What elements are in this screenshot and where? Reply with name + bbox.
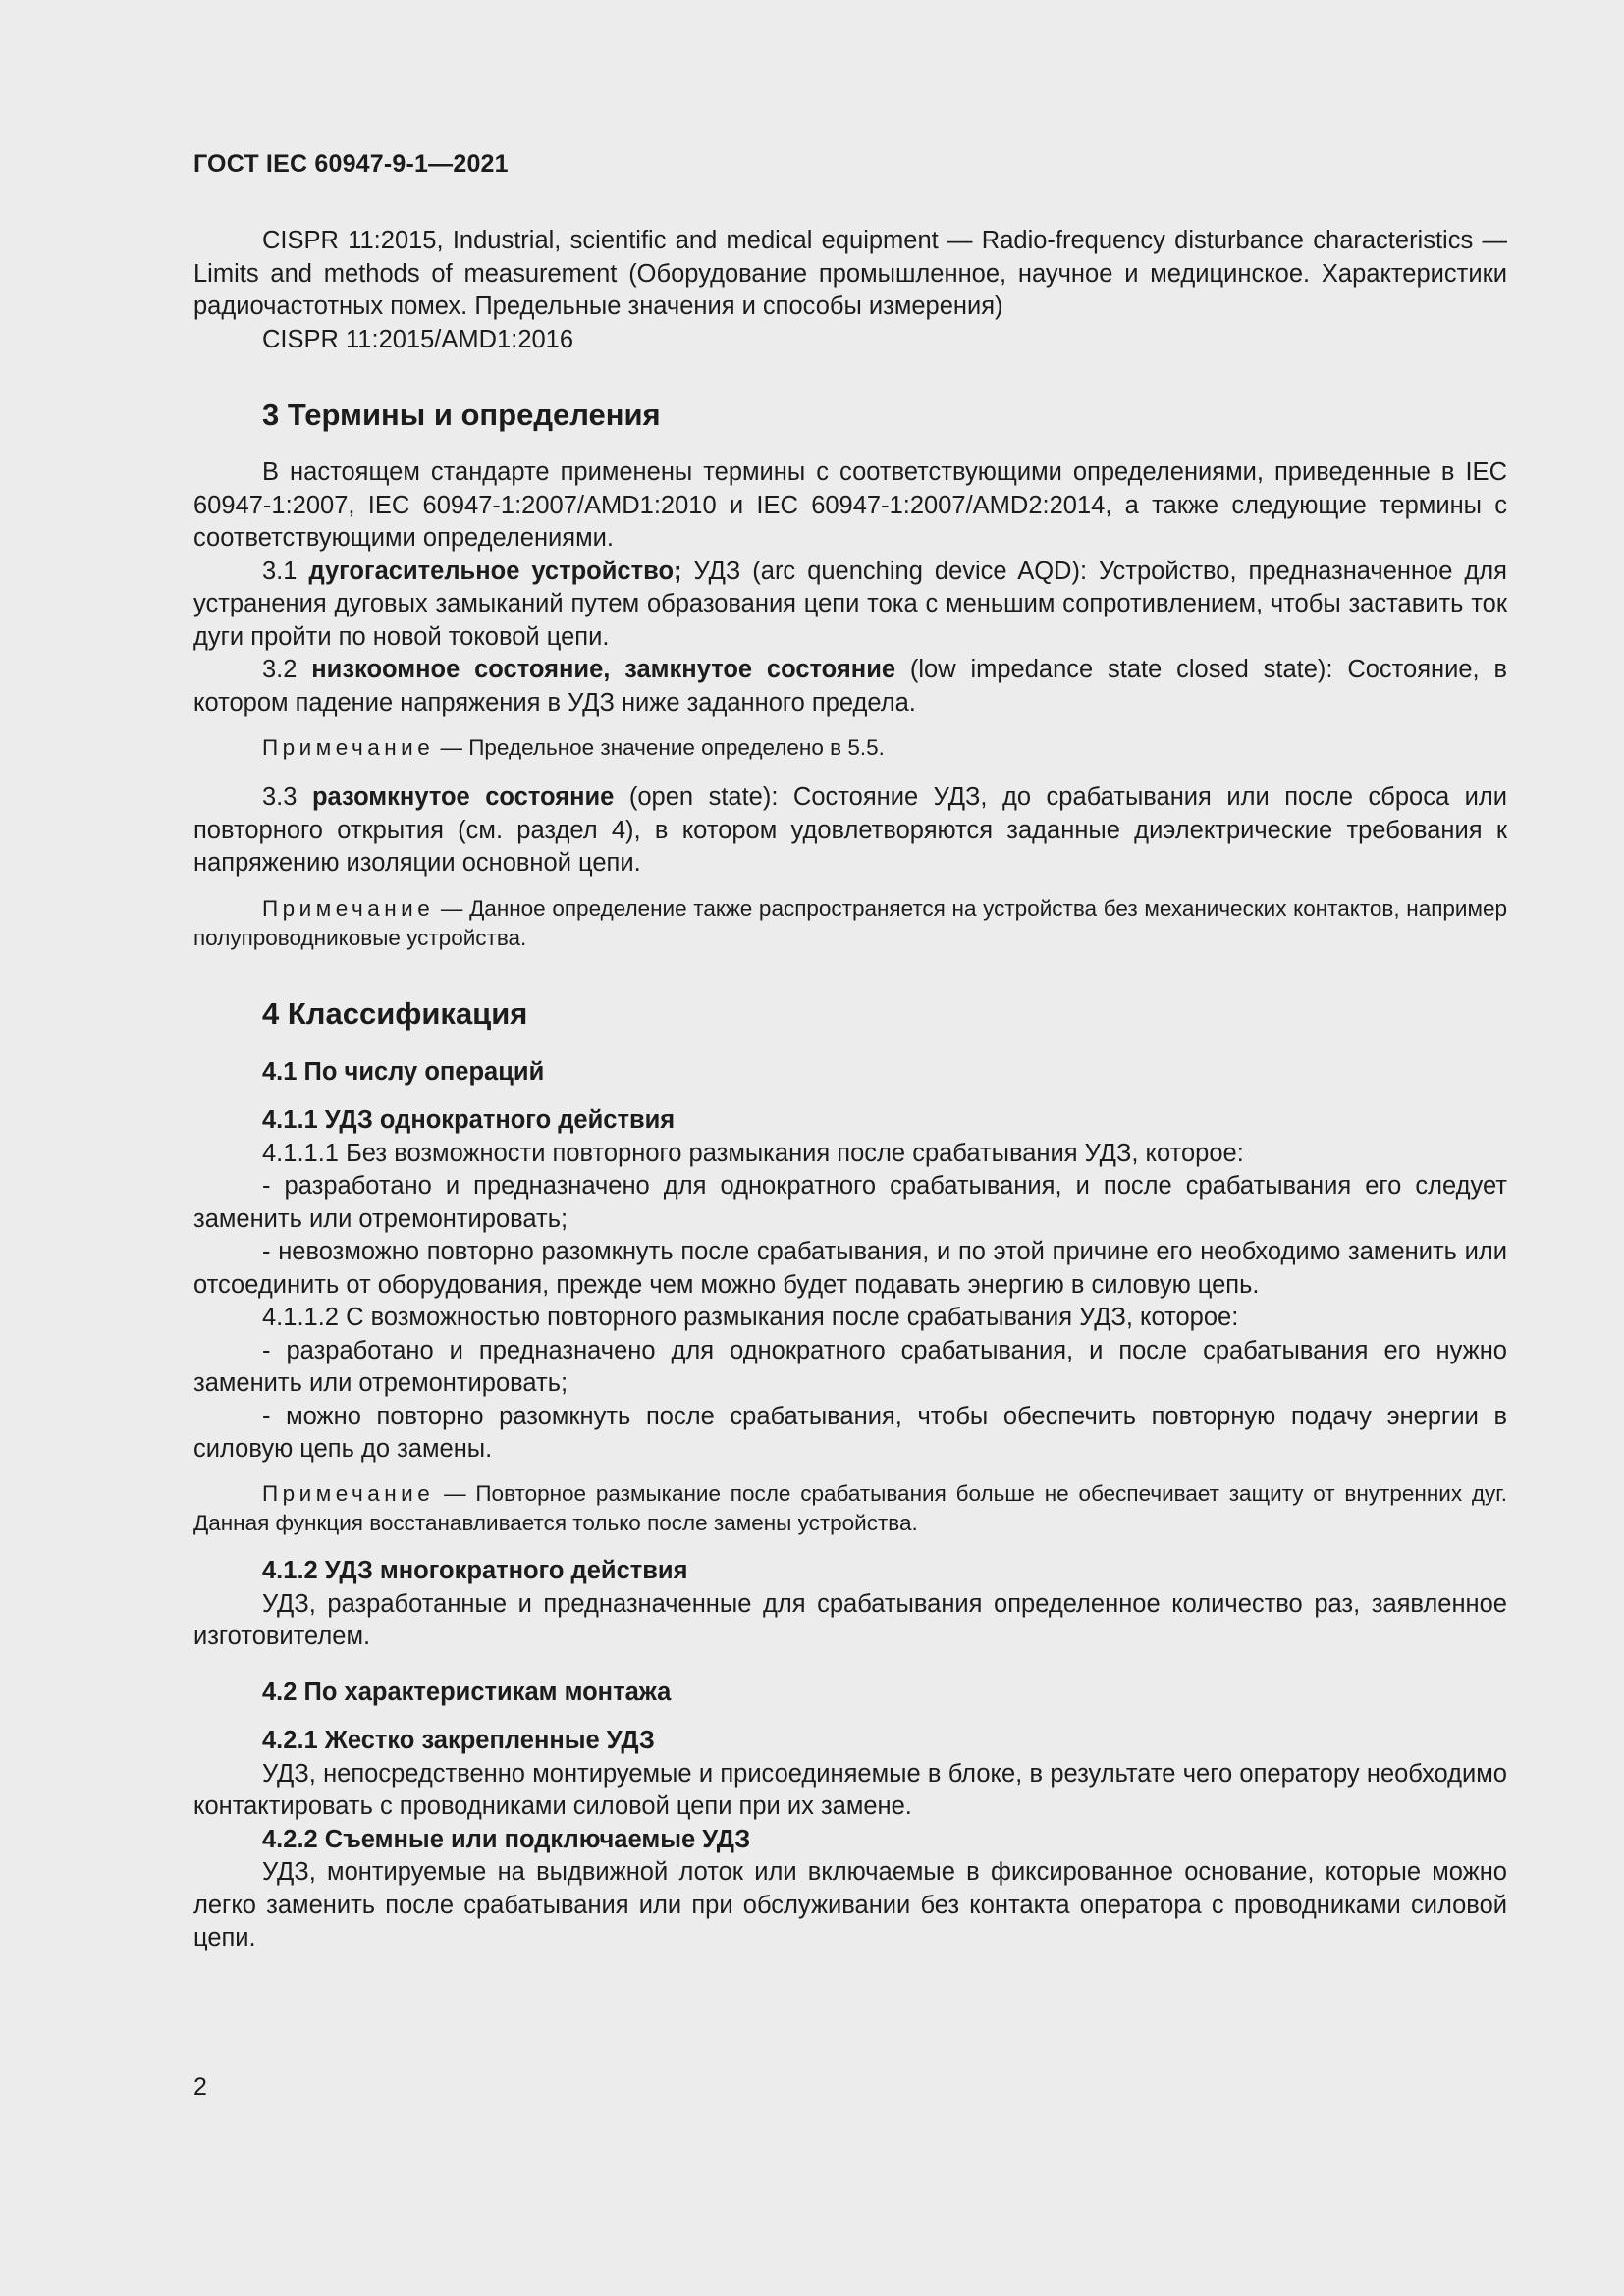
para-4-2-1: УДЗ, непосредственно монтируемые и присоединяемые в блоке, в результате чего оператору необходимо контактировать с проводниками силовой цепи при их замене. (193, 1759, 1507, 1820)
heading-4-1-1: 4.1.1 УДЗ однократного действия (262, 1106, 676, 1134)
document-header: ГОСТ IEC 60947-9-1—2021 (193, 150, 509, 178)
section-4-1-2-body (193, 1555, 1507, 1654)
section-3-intro: В настоящем стандарте применены термины с соответствующими определениями, приведенные в IEC 60947-1:2007, IEC 60947-1:2007/AMD1:2010 и IEC 60947-1:2007/AMD2:2014, а также следующие термины с соответствующими определениями. (193, 458, 1507, 552)
note-4-1-1 (193, 1479, 1507, 1538)
section-4-title: 4 Классификация (262, 996, 528, 1031)
para-4-1-1-1: 4.1.1.1 Без возможности повторного размыкания после срабатывания УДЗ, которое: (262, 1139, 1244, 1167)
term-3-1 (193, 556, 1507, 655)
reference-block (193, 225, 1507, 356)
para-4-2-2: УДЗ, монтируемые на выдвижной лоток или включаемые в фиксированное основание, которые можно легко заменить после срабатывания или при обслуживании без контакта оператора с проводниками силовой цепи. (193, 1858, 1507, 1951)
heading-4-2-1: 4.2.1 Жестко закрепленные УДЗ (262, 1727, 655, 1754)
note-label: Примечание (262, 735, 435, 760)
para-4-1-1-2: 4.1.1.2 С возможностью повторного размыкания после срабатывания УДЗ, которое: (262, 1304, 1239, 1331)
note-3-2 (193, 733, 1507, 763)
list-item: - разработано и предназначено для однократного срабатывания, и после срабатывания его нужно заменить или отремонтировать; (193, 1336, 1507, 1397)
heading-4-2-block (193, 1677, 1507, 1710)
term-3-2 (193, 654, 1507, 720)
heading-4-1: 4.1 По числу операций (262, 1058, 545, 1086)
note-label: Примечание (262, 896, 435, 921)
list-item: - невозможно повторно разомкнуть после срабатывания, и по этой причине его необходимо заменить или отсоединить от оборудования, прежде чем можно будет подавать энергию в силовую цепь. (193, 1238, 1507, 1299)
note-text: — Повторное размыкание после срабатывания больше не обеспечивает защиту от внутренних дуг. Данная функция восстанавливается только после замены устройства. (193, 1481, 1507, 1535)
section-3-title: 3 Термины и определения (262, 398, 661, 432)
term-3-1-definition: УДЗ (arc quenching device AQD): Устройство, предназначенное для устранения дуговых замыканий путем образования цепи тока с меньшим сопротивлением, чтобы заставить ток дуги пройти по новой токовой цепи. (193, 557, 1507, 651)
heading-4-2: 4.2 По характеристикам монтажа (262, 1679, 672, 1706)
term-3-3-term: разомкнутое состояние (311, 783, 615, 811)
section-4-1-1-body (193, 1104, 1507, 1467)
term-3-2-number: 3.2 (262, 656, 298, 683)
note-text: — Данное определение также распространяется на устройства без механических контактов, например полупроводниковые устройства. (193, 896, 1507, 950)
term-3-2-definition: (low impedance state closed state): Состояние, в котором падение напряжения в УДЗ ниже заданного предела. (193, 656, 1507, 717)
heading-4-1-2: 4.1.2 УДЗ многократного действия (262, 1557, 688, 1584)
term-3-3-block (193, 781, 1507, 881)
page-number: 2 (193, 2073, 207, 2101)
list-item: - разработано и предназначено для однократного срабатывания, и после срабатывания его следует заменить или отремонтировать; (193, 1172, 1507, 1233)
term-3-3 (193, 781, 1507, 881)
term-3-1-number: 3.1 (262, 557, 298, 585)
section-4-2-body (193, 1725, 1507, 1955)
section-3-body (193, 456, 1507, 720)
heading-4-2-2: 4.2.2 Съемные или подключаемые УДЗ (262, 1825, 751, 1853)
term-3-1-term: дугогасительное устройство; (308, 557, 682, 585)
reference-cispr: CISPR 11:2015, Industrial, scientific and medical equipment — Radio-frequency disturbance characteristics — Limits and methods of measurement (Оборудование промышленное, научное и медицинское. Характеристики радиочастотных помех. Предельные значения и способы измерения) (193, 227, 1507, 320)
note-3-3 (193, 894, 1507, 953)
list-item: - можно повторно разомкнуть после срабатывания, чтобы обеспечить повторную подачу энергии в силовую цепь до замены. (193, 1402, 1507, 1463)
note-label: Примечание (262, 1481, 435, 1506)
reference-cispr-amd: CISPR 11:2015/AMD1:2016 (262, 325, 574, 353)
section-4 (193, 996, 1507, 1032)
term-3-2-term: низкоомное состояние, замкнутое состояние (311, 656, 896, 683)
para-4-1-2: УДЗ, разработанные и предназначенные для срабатывания определенное количество раз, заявленное изготовителем. (193, 1589, 1507, 1650)
heading-4-1-block (193, 1056, 1507, 1090)
term-3-3-number: 3.3 (262, 783, 298, 811)
note-text: — Предельное значение определено в 5.5. (440, 735, 885, 760)
section-3 (193, 398, 1507, 433)
term-3-3-definition: (open state): Состояние УДЗ, до срабатывания или после сброса или повторного открытия (см. раздел 4), в котором удовлетворяются заданные диэлектрические требования к напряжению изоляции основной цепи. (193, 783, 1507, 877)
